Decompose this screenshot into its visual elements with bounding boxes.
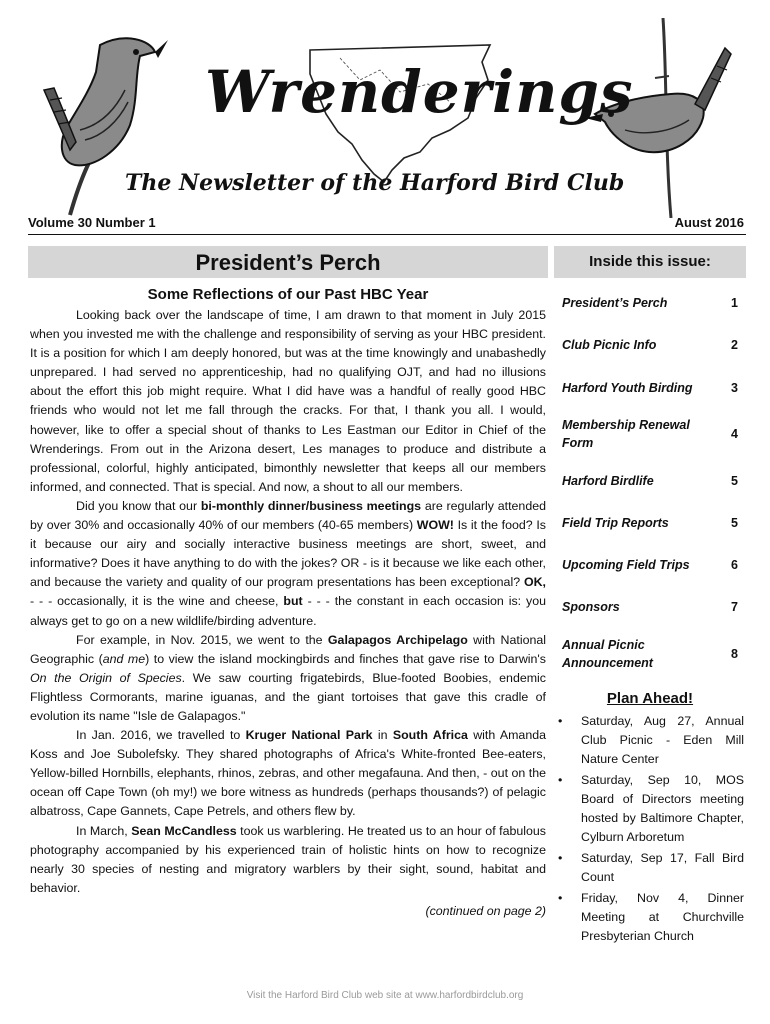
sidebar-title: Inside this issue: [554, 246, 746, 278]
toc-item[interactable]: President’s Perch 1 [562, 296, 738, 310]
toc-item[interactable]: Harford Birdlife 5 [562, 474, 738, 488]
masthead [0, 0, 770, 210]
toc-item[interactable]: Harford Youth Birding 3 [562, 381, 738, 395]
toc-item[interactable]: Upcoming Field Trips 6 [562, 558, 738, 572]
bullet-icon: • [558, 851, 563, 865]
paragraph: In March, Sean McCandless took us warblering. He treated us to an hour of fabulous photography accompanied by his experienced train of holistic hints on how to recognize nearly 30 species of nesting and migratory warblers by their sight, sound, habitat and behavior. [30, 823, 546, 895]
table-of-contents [562, 284, 738, 680]
header-divider [28, 234, 746, 235]
toc-item[interactable]: Field Trip Reports 5 [562, 516, 738, 530]
footer-website: Visit the Harford Bird Club web site at www.harfordbirdclub.org [246, 990, 524, 1001]
newsletter-title: Wrenderings [205, 58, 634, 126]
plan-ahead-title: Plan Ahead! [606, 690, 694, 707]
list-item: • Saturday, Sep 17, Fall Bird Count [558, 851, 744, 884]
bullet-icon: • [558, 773, 563, 787]
paragraph: Looking back over the landscape of time, I am drawn to that moment in July 2015 when you invested me with the challenge and responsibility of serving as your HBC president. It is a position for which I am deeply honored, but was at the time knowingly and unabashedly unprepared. I had served no apprenticeship, had no qualifying OJT, and had no illusions about the effort this job might require. What I did have was a handful of really good HBC friends who would not let me fall through the cracks. For that, I thank you all. I would, however, like to offer a special shout of thanks to Les Eastman our Editor in Chief of the Wrenderings. From out in the Arizona desert, Les manages to produce and distribute a professional, colorful, highly anticipated, bimonthly newsletter that keeps all our members informed, and connected. That is special. And now, a shout to all our members. [30, 308, 546, 494]
continued-note: (continued on page 2) [425, 903, 546, 918]
bullet-icon: • [558, 714, 563, 728]
paragraph: Did you know that our bi-monthly dinner/business meetings are regularly attended by over 30% and occasionally 40% of our members (40-65 members) WOW! Is it the food? Is it because our airy and socially interactive business meetings are short, sweet, and informative? Does it have anything to do with the jokes? OR - is it because we like each other, and because the variety and quality of our program presentations has been exceptional? OK, - - - occasionally, it is the wine and cheese, but - - - the constant in each occasion is: you always get to go on a new wildlife/birding adventure. [30, 498, 547, 628]
issue-line [28, 215, 744, 230]
plan-ahead-list [556, 712, 744, 948]
paragraph: For example, in Nov. 2015, we went to the Galapagos Archipelago with National Geographic (and me) to view the island mockingbirds and finches that gave rise to Darwin's On the Origin of Species. We saw courting frigatebirds, Blue-footed Boobies, endemic Flightless Cormorants, marine iguanas, and the giant tortoises that gave this cradle of evolution its name "Isle de Galapagos." [30, 632, 547, 723]
list-item: • Saturday, Aug 27, Annual Club Picnic - Eden Mill Nature Center [558, 714, 744, 766]
paragraph: In Jan. 2016, we travelled to Kruger National Park in South Africa with Amanda Koss and Joe Subolefsky. They shared photographs of Africa's White-fronted Bee-eaters, Yellow-billed Hornbills, elephants, rhinos, zebras, and other megafauna. And then, - out on the ocean off Cape Town (oh my!) we bore witness as hundreds (perhaps thousands?) of pelagic albatross, Cape Gannets, Cape Petrels, and others flew by. [30, 728, 546, 819]
article-title: Some Reflections of our Past HBC Year [147, 286, 429, 303]
article-body [30, 306, 546, 921]
newsletter-subtitle: The Newsletter of the Harford Bird Club [125, 170, 625, 196]
list-item: • Friday, Nov 4, Dinner Meeting at Churchville Presbyterian Church [558, 891, 744, 943]
list-item: • Saturday, Sep 10, MOS Board of Directors meeting hosted by Baltimore Chapter, Cylburn Arboretum [558, 773, 744, 844]
toc-item[interactable]: Club Picnic Info 2 [562, 338, 738, 352]
toc-item[interactable]: Membership Renewal Form 4 [562, 418, 738, 450]
toc-item[interactable]: Annual Picnic Announcement 8 [562, 638, 738, 670]
volume-number: Volume 30 Number 1 [28, 215, 156, 230]
bullet-icon: • [558, 891, 563, 905]
section-title: President’s Perch [28, 246, 548, 278]
issue-date: Auust 2016 [674, 215, 744, 230]
toc-item[interactable]: Sponsors 7 [562, 600, 738, 614]
